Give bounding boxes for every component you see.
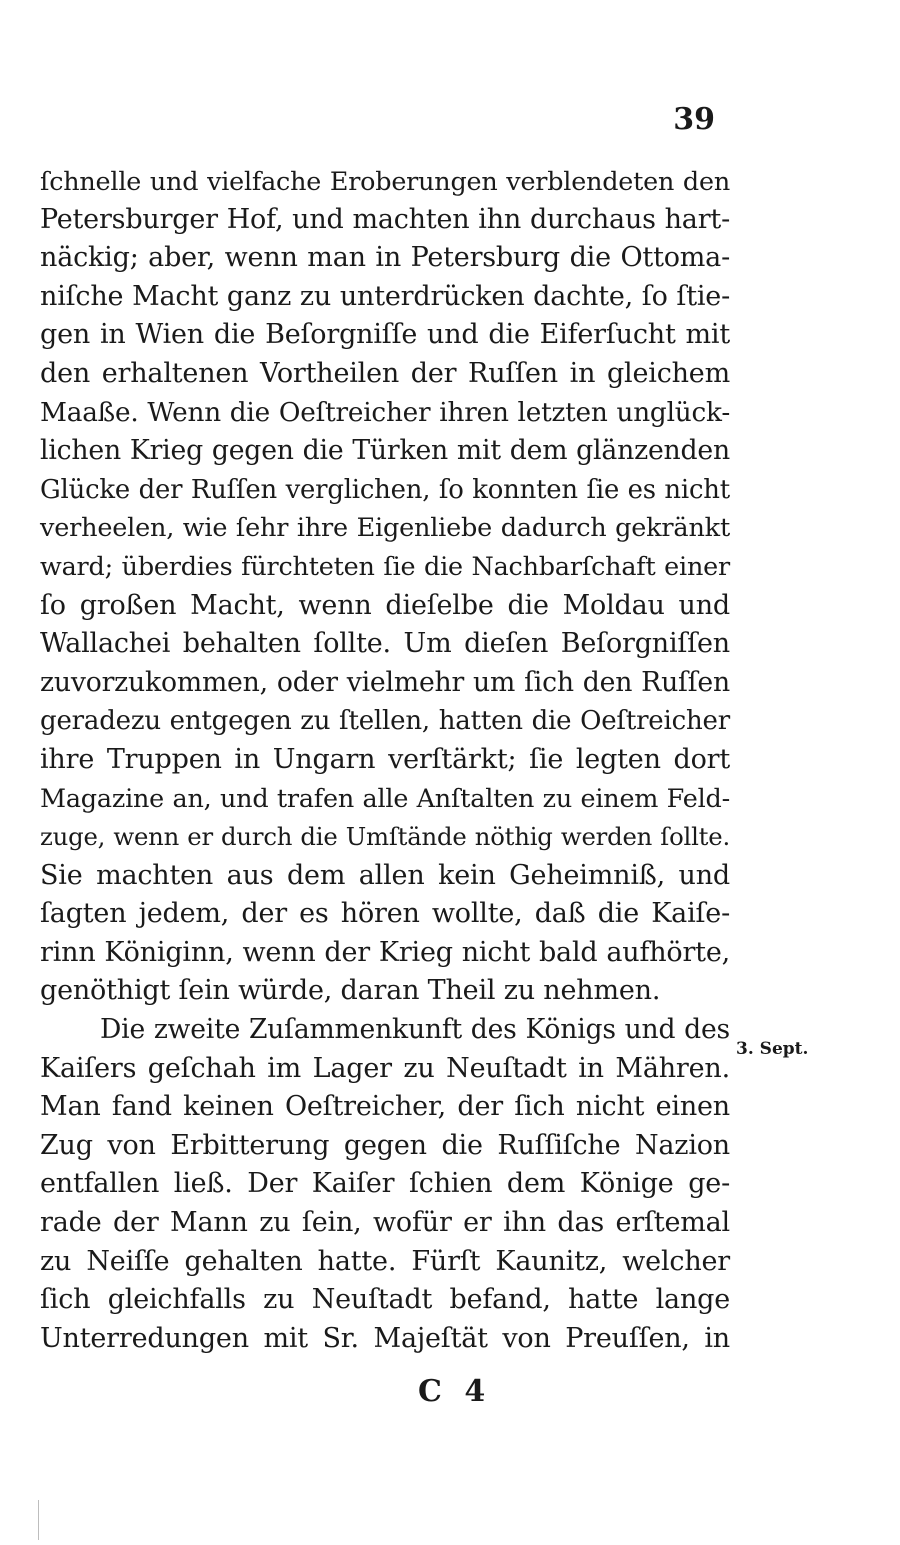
- text-line: ſo großen Macht, wenn dieſelbe die Moldau und: [40, 589, 730, 621]
- text-line: ſchnelle und vielfache Eroberungen verblendeten den: [40, 166, 730, 196]
- text-line: Man fand keinen Oeſtreicher, der ſich nicht einen: [40, 1091, 730, 1123]
- margin-note: 3. Sept.: [736, 1039, 809, 1059]
- signature-mark: C 4: [418, 1374, 492, 1409]
- text-line: gen in Wien die Beſorgniſſe und die Eiferſucht mit: [40, 319, 730, 351]
- text-line: lichen Krieg gegen die Türken mit dem glänzenden: [40, 435, 730, 467]
- text-line: den erhaltenen Vortheilen der Ruſſen in gleichem: [40, 357, 730, 389]
- text-line: Petersburger Hof, und machten ihn durchaus hart-: [40, 203, 730, 235]
- text-line: ward; überdies fürchteten ſie die Nachbarſchaft einer: [40, 551, 730, 582]
- text-line: Wallachei behalten ſollte. Um dieſen Beſorgniſſen: [40, 628, 730, 660]
- text-line: verheelen, wie ſehr ihre Eigenliebe dadurch gekränkt: [40, 513, 730, 544]
- page-number: 39: [673, 102, 715, 137]
- text-line: Magazine an, und trafen alle Anſtalten zu einem Feld-: [40, 783, 730, 814]
- text-line: niſche Macht ganz zu unterdrücken dachte, ſo ſtie-: [40, 280, 730, 312]
- text-line: Glücke der Ruſſen verglichen, ſo konnten ſie es nicht: [40, 474, 730, 505]
- page-edge-mark: [38, 1500, 39, 1540]
- text-line: zu Neiſſe gehalten hatte. Fürſt Kaunitz, welcher: [40, 1245, 730, 1277]
- text-line: Sie machten aus dem allen kein Geheimniß, und: [40, 859, 730, 891]
- text-line: zuvorzukommen, oder vielmehr um ſich den Ruſſen: [40, 666, 730, 698]
- text-line: ſich gleichfalls zu Neuſtadt befand, hatte lange: [40, 1284, 730, 1316]
- text-line: Maaße. Wenn die Oeſtreicher ihren letzten unglück-: [40, 397, 730, 428]
- text-line: entfallen ließ. Der Kaiſer ſchien dem Könige ge-: [40, 1168, 730, 1200]
- text-line: Die zweite Zuſammenkunft des Königs und des: [100, 1014, 730, 1046]
- text-line: Kaiſers geſchah im Lager zu Neuſtadt in Mähren.: [40, 1052, 730, 1084]
- text-line: ſagten jedem, der es hören wollte, daß die Kaiſe-: [40, 898, 730, 930]
- text-line: näckig; aber, wenn man in Petersburg die Ottoma-: [40, 242, 730, 274]
- text-line: rade der Mann zu ſein, wofür er ihn das erſtemal: [40, 1207, 730, 1239]
- text-line: ihre Truppen in Ungarn verſtärkt; ſie legten dort: [40, 743, 730, 775]
- text-line: Unterredungen mit Sr. Majeſtät von Preuſſen, in: [40, 1322, 730, 1354]
- text-line: rinn Königinn, wenn der Krieg nicht bald aufhörte,: [40, 936, 730, 968]
- text-line: genöthigt ſein würde, daran Theil zu nehmen.: [40, 975, 661, 1007]
- text-line: zuge, wenn er durch die Umſtände nöthig werden ſollte.: [40, 822, 730, 852]
- body-text: [40, 162, 730, 1358]
- text-line: geradezu entgegen zu ſtellen, hatten die Oeſtreicher: [40, 706, 730, 737]
- text-line: Zug von Erbitterung gegen die Ruſſiſche Nazion: [40, 1129, 730, 1161]
